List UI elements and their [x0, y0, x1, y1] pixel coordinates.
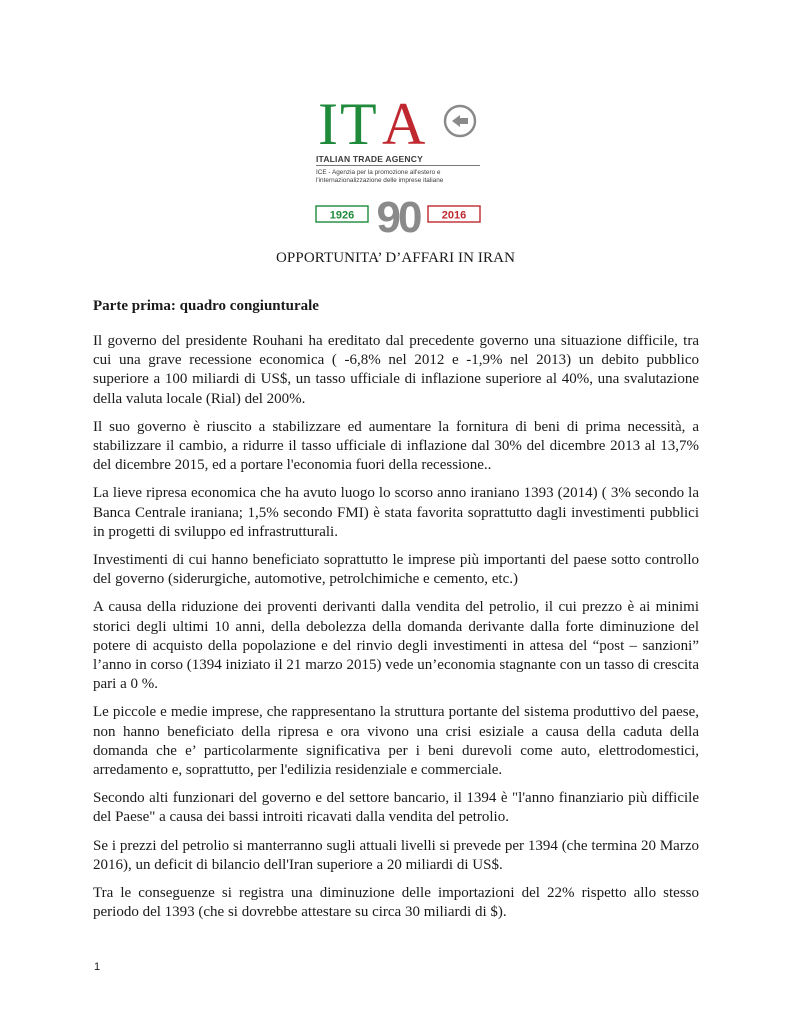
anniversary-badge [314, 194, 482, 238]
year-end: 2016 [441, 209, 467, 222]
section-title: Parte prima: quadro congiunturale [93, 298, 319, 314]
paragraph: Tra le conseguenze si registra una diminuzione delle importazioni del 22% rispetto allo stesso periodo del 1393 (che si dovrebbe attestare su circa 30 miliardi di $). [93, 885, 699, 921]
paragraph: Se i prezzi del petrolio si manterranno sugli attuali livelli si prevede per 1394 (che termina 20 Marzo 2016), un deficit di bilancio dell'Iran superiore a 20 miliardi di US$. [93, 837, 699, 873]
document-body [93, 297, 699, 931]
logo-divider [316, 165, 480, 166]
ita-logo [312, 91, 484, 238]
paragraph: Investimenti di cui hanno beneficiato soprattutto le imprese più importanti del paese sotto controllo del governo (siderurgiche, automotive, petrolchimiche e cemento, etc.) [93, 552, 699, 588]
page-number: 1 [94, 961, 101, 973]
anniversary-number: 90 [376, 194, 420, 238]
ice-emblem-icon [443, 104, 477, 138]
paragraph: Le piccole e medie imprese, che rappresentano la struttura portante del sistema produttivo del paese, non hanno beneficiato della ripresa e ora vivono una crisi esiziale a causa della caduta della domanda che e’ particolarmente significativa per i beni durevoli come auto, elettrodomestici, arredamento e, soprattutto, per l'edilizia residenziale e commerciale. [93, 704, 699, 779]
year-start: 1926 [329, 209, 355, 222]
paragraph: Secondo alti funzionari del governo e del settore bancario, il 1394 è "l'anno finanziario più difficile del Paese" a causa dei bassi introiti ricavati dalla vendita del petrolio. [93, 790, 699, 826]
paragraph: A causa della riduzione dei proventi derivanti dalla vendita del petrolio, il cui prezzo è ai minimi storici degli ultimi 10 anni, della debolezza della domanda derivante dalla forte diminuzione del potere di acquisto della popolazione e del rinvio degli investimenti in attesa del “post – sanzioni” l’anno in corso (1394 iniziato il 21 marzo 2015) vede un’economia stagnante con un tasso di crescita pari a 0 %. [93, 599, 699, 693]
paragraph: La lieve ripresa economica che ha avuto luogo lo scorso anno iraniano 1393 (2014) ( 3% secondo la Banca Centrale iraniana; 1,5% secondo FMI) è stata favorita soprattutto dagli investimenti pubblici in progetti di sviluppo ed infrastrutturali. [93, 485, 699, 540]
wordmark-letter-a: A [382, 91, 424, 157]
agency-description: ICE - Agenzia per la promozione all'estero e l'internazionalizzazione delle imprese italiane [316, 169, 444, 185]
document-title: OPPORTUNITA’ D’AFFARI IN IRAN [276, 250, 515, 266]
paragraph: Il suo governo è riuscito a stabilizzare ed aumentare la fornitura di beni di prima necessità, a stabilizzare il cambio, a ridurre il tasso ufficiale di inflazione dal 30% del dicembre 2013 al 13,7% del dicembre 2015, ed a portare l'economia fuori della recessione.. [93, 418, 699, 474]
agency-name: ITALIAN TRADE AGENCY [316, 154, 423, 164]
ita-wordmark [312, 91, 484, 157]
wordmark-letter-i: I [318, 91, 336, 157]
wordmark-letter-t: T [340, 91, 375, 157]
paragraph-list [93, 332, 699, 922]
paragraph: Il governo del presidente Rouhani ha ereditato dal precedente governo una situazione difficile, tra cui una grave recessione economica ( -6,8% nel 2012 e -1,9% nel 2013) un debito pubblico superiore a 100 miliardi di US$, un tasso ufficiale di inflazione superiore al 40%, una svalutazione della valuta locale (Rial) del 200%. [93, 333, 699, 407]
